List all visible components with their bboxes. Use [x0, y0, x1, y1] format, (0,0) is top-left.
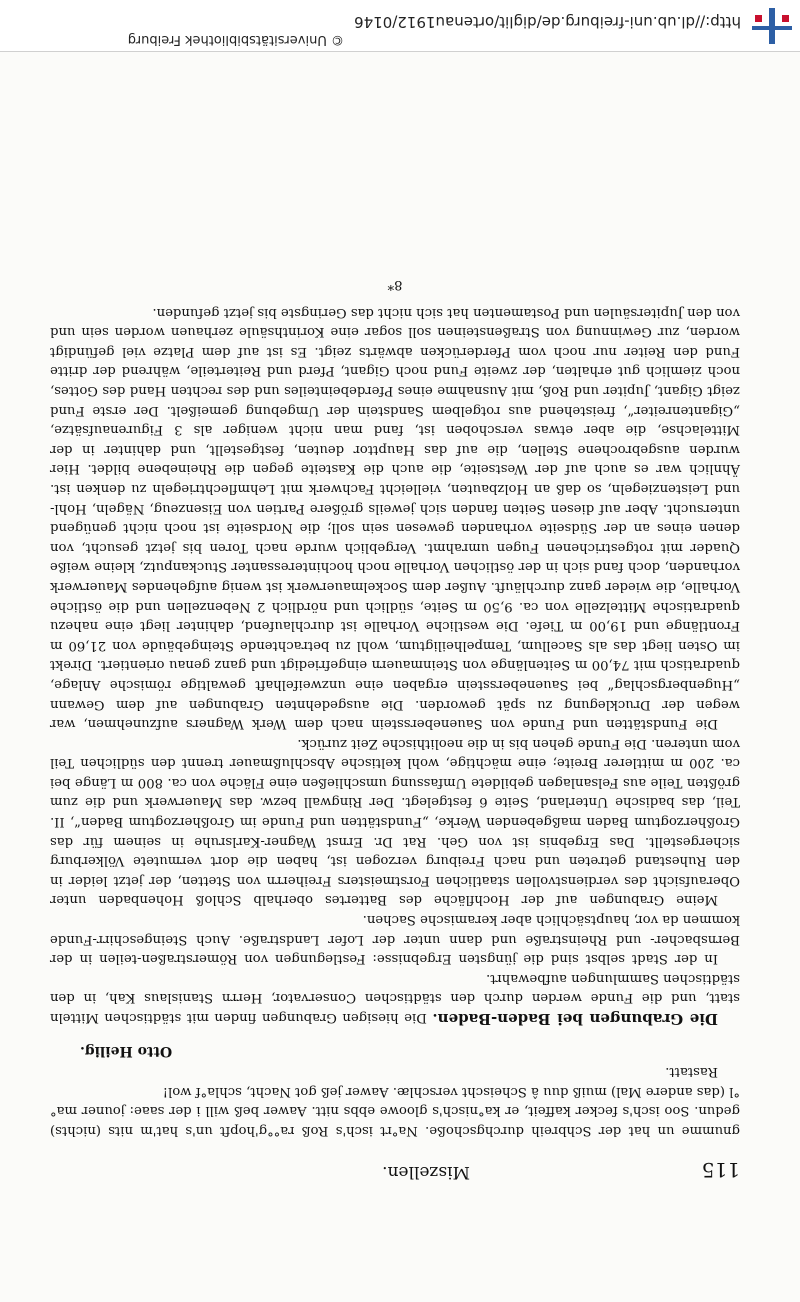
page-number: 115 [701, 1158, 740, 1182]
paragraph-1-text: Die hiesigen Grabungen finden mit städtischen Mitteln statt, und die Funde werden durch den städtischen Conservator, Herrn Stanislaus Kah, in den städtischen Sammlungen aufbewahrt. [50, 970, 740, 1026]
dialect-place: Rastatt. [665, 1064, 718, 1080]
logo-horizontal-bar [752, 26, 792, 30]
section-heading: Die Grabungen bei Baden-Baden. [432, 1010, 718, 1029]
copyright-text: © Universitätsbibliothek Freiburg [127, 32, 344, 47]
paragraph-3: Meine Grabungen auf der Hochfläche des Battertes oberhalb Schloß Hohenbaden unter Oberaufsicht des verdienstvollen staatlichen Forstmeisters Freiherrn von Stetten, der jetzt leider in den Ruhestand getreten und nach Freiburg verzogen ist, haben die dort vermutete Völkerburg sichergestellt. Das Ergebnis ist von Geh. Rat Dr. Ernst Wagner-Karlsruhe in seinem für das Großherzogtum Baden maßgebenden Werke, „Fundstätten und Funde im Großherzogtum Baden“, II. Teil, das badische Unterland, Seite 6 festgelegt. Der Ringwall bezw. das Mauerwerk und die zum größten Teile aus Felsanlagen gebildete Umfassung umschließen eine Fläche von ca. 800 m Länge bei ca. 200 m mittlerer Breite; eine mächtige, wohl keltische Abschlußmauer trennt den südlichen Teil vom unteren. Die Funde gehen bis in die neolithische Zeit zurück. [50, 735, 740, 908]
signature: Otto Heilig. [80, 1042, 173, 1059]
library-logo-icon[interactable] [752, 8, 792, 44]
viewer-toolbar [0, 0, 800, 52]
body-text [50, 274, 740, 1140]
logo-red-dot-right [755, 15, 762, 22]
logo-red-dot-left [782, 15, 789, 22]
paragraph-1 [50, 968, 740, 1028]
paragraph-2: In der Stadt selbst sind die jüngsten Ergebnisse: Festlegungen von Römerstraßen-teilen in der Bernsbacher- und Rheinstraße und dann unter der Lofer Landstraße. Auch Steingeschirr-Funde kommen da vor, hauptsächlich aber keramische Sachen. [50, 912, 740, 967]
dialect-paragraph: gnumme un hat der Schbreih durchgschoße. Na°rt isch's Roß ra°°g'hopft un's hat'm nits (nichts) gedun. Soo isch's fecker kaffeit, er ka°nisch's gloowe ebbs nitt. Aawer beß will i der saae: jouner ma°°l (das andere Mal) muiß duu â Scheischt verschlæ. Aawer jeß got Nacht, schla°f wol! [50, 1083, 740, 1138]
footer-mark: 8* [387, 277, 403, 293]
url-text[interactable]: http://dl.ub.uni-freiburg.de/diglit/ortenau1912/0146 [354, 13, 741, 31]
paragraph-4: Die Fundstätten und Funde von Sauenebersstein nach dem Werk Wagners aufzunehmen, war wegen der Drucklegung zu spät geworden. Die ausgedehnten Grabungen auf dem Gewann „Hugenbergschlag“ bei Sauenebersstein ergaben eine unzweifelhaft gewaltige römische Anlage, quadratisch mit 74,00 m Seitenlänge von Steinmauern eingefriedigt und ganz genau orientiert. Direkt im Osten liegt das als Sacellum, Tempelheiligtum, wohl zu betrachtende Steingebäude von 21,60 m Frontlänge und 19,00 m Tiefe. Die westliche Vorhalle ist durchlaufend, dahinter liegt eine nahezu quadratische Mittelzelle von ca. 9,50 m Seite, südlich und nördlich 2 Nebenzellen und die östliche Vorhalle, die wieder ganz durchläuft. Außer dem Sockelmauerwerk ist wenig aufgehendes Mauerwerk vorhanden, doch fand sich in der östlichen Vorhalle noch hochinteressanter Stuckanputz, kleine weiße Quader mit rotgestrichenen Fugen umrahmt. Vergeblich wurde nach Toren bis jetzt gesucht, von denen eines an der Südseite vorhanden gewesen sein soll; die Nordseite ist noch nicht genügend untersucht. Aber auf diesen Seiten fanden sich jeweils größere Partien von Eisenzeug, Nägeln, Hohl- und Leistenziegeln, so daß an Holzbauten, vielleicht Fachwerk mit Lehmflechtriegeln zu denken ist. Ähnlich war es auch auf der Westseite, die auch die Kasteite gegen die Rheinebene bildet. Hier wurden ausgebrochene Stellen, die auf das Haupttor deuten, festgestellt, und dahinter in der Mittelachse, die aber etwas verschoben ist, fand man nicht weniger als 3 Figurenaufsätze, „Gigantenreiter“, freistehend aus rotgelbem Sandstein der Umgebung gemeißelt. Der erste Fund zeigt Gigant, Jupiter und Roß, mit Ausnahme eines Pferdebeinteiles und des rechten Hand des Gottes, noch ziemlich gut erhalten, der zweite Fund noch Gigant, Pferd und Reiterteile, während der dritte Fund den Reiter nur noch vom Pferderücken abwärts zeigt. Es ist auf dem Platze viel gefündigt worden, zur Gewinnung von Straßensteinen soll sogar eine Korinthsäule zerhauen worden sein und von den Jupitersäulen und Postamenten hat sich nicht das Geringste bis jetzt gefunden. [50, 304, 740, 732]
document-page [0, 52, 800, 1302]
running-title: Miszellen. [382, 1162, 470, 1182]
